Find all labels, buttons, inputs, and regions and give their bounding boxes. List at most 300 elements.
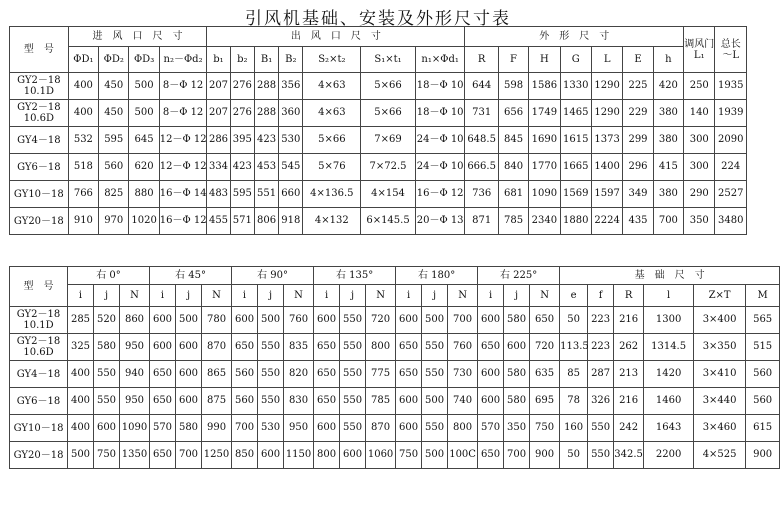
table-cell: 950 [120,334,150,361]
table-cell: 5×66 [303,127,361,154]
table-cell: 766 [68,181,98,208]
table-cell: 500 [129,73,159,100]
table-cell: 1643 [644,415,694,442]
table-cell: 500 [68,442,94,469]
column-header: N [120,285,150,307]
table-cell: 16－Φ 12 [159,208,207,235]
table-cell: 666.5 [465,154,498,181]
table-cell: 262 [614,334,644,361]
table-cell: 750 [530,415,560,442]
table-cell: 550 [340,361,366,388]
table-cell: 326 [588,388,614,415]
table-cell: 550 [422,361,448,388]
table-cell: 276 [230,73,254,100]
table-cell: 50 [560,307,588,334]
table-cell: 550 [258,388,284,415]
table-cell: 1060 [366,442,396,469]
table-cell: 2224 [591,208,622,235]
table-cell: 950 [120,388,150,415]
table-cell: 1090 [529,181,560,208]
table-cell: 483 [207,181,230,208]
column-header: R [465,47,498,73]
table-cell: 400 [68,388,94,415]
table-cell: 24－Φ 10 [415,127,465,154]
table-cell: 550 [422,415,448,442]
table-cell: 4×136.5 [303,181,361,208]
table-cell: 520 [94,307,120,334]
table-cell: 3×440 [694,388,746,415]
table-cell: 700 [504,442,530,469]
table-cell: 7×69 [361,127,416,154]
model-cell: GY2－18 10.1D [10,73,69,100]
column-header: i [478,285,504,307]
table-cell: 400 [68,415,94,442]
table-cell: 645 [129,127,159,154]
table-cell: 918 [279,208,303,235]
table-cell: 595 [230,181,254,208]
table-cell: 1597 [591,181,622,208]
table-cell: 2527 [715,181,747,208]
table-cell: 300 [684,127,715,154]
table-cell: 6×145.5 [361,208,416,235]
table-cell: 3×400 [694,307,746,334]
table-cell: 565 [746,307,780,334]
table-row [10,307,780,334]
column-header: j [94,285,120,307]
table-cell: 276 [230,100,254,127]
table-cell: 600 [314,307,340,334]
rotation-angle-header: 右 90° [232,267,314,285]
table-cell: 835 [284,334,314,361]
column-header: j [340,285,366,307]
table-cell: 18－Φ 10 [415,100,465,127]
table-cell: 600 [150,334,176,361]
column-header: F [498,47,528,73]
column-header: N [530,285,560,307]
table-cell: 600 [478,388,504,415]
column-header: R [614,285,644,307]
total-length-header: 总长 ～L [715,27,747,73]
table-cell: 420 [653,73,683,100]
column-header: N [448,285,478,307]
table-cell: 286 [207,127,230,154]
column-header: B₁ [254,47,278,73]
column-header: i [314,285,340,307]
model-cell: GY2－18 10.1D [10,307,68,334]
table-cell: 20－Φ 13 [415,208,465,235]
column-header: l [644,285,694,307]
table-cell: 800 [314,442,340,469]
table-cell: 871 [465,208,498,235]
table-cell: 50 [560,442,588,469]
table-cell: 2090 [715,127,747,154]
table-cell: 800 [366,334,396,361]
table-cell: 650 [314,388,340,415]
table-cell: 780 [202,307,232,334]
table-cell: 500 [129,100,159,127]
rotation-angle-header: 右 45° [150,267,232,285]
table-cell: 785 [498,208,528,235]
column-header: i [68,285,94,307]
outlet-size-header: 出 风 口 尺 寸 [207,27,465,47]
table-cell: 395 [230,127,254,154]
column-header: ΦD₂ [99,47,129,73]
page-title: 引风机基础、安装及外形尺寸表 [245,9,511,29]
table-cell: 650 [478,334,504,361]
table-cell: 223 [588,334,614,361]
table-cell: 1290 [591,73,622,100]
model-cell: GY4－18 [10,361,68,388]
table-cell: 635 [530,361,560,388]
table-cell: 1150 [284,442,314,469]
table-cell: 600 [94,415,120,442]
table-cell: 600 [478,361,504,388]
model-header: 型 号 [10,267,68,307]
table-row [10,181,747,208]
table-cell: 600 [478,307,504,334]
table-row [10,388,780,415]
table-cell: 500 [422,307,448,334]
model-cell: GY4－18 [10,127,69,154]
table-cell: 380 [653,181,683,208]
model-cell: GY6－18 [10,154,69,181]
model-cell: GY10－18 [10,415,68,442]
table-cell: 551 [254,181,278,208]
table-cell: 820 [284,361,314,388]
table-cell: 296 [623,154,653,181]
table-cell: 380 [653,100,683,127]
rotation-foundation-dimension-table [9,266,780,469]
table-cell: 250 [684,73,715,100]
table-cell: 700 [653,208,683,235]
table-cell: 1586 [529,73,560,100]
table-cell: 656 [498,100,528,127]
table-cell: 900 [530,442,560,469]
subheader-row [10,47,747,73]
table-cell: 360 [279,100,303,127]
table-cell: 580 [504,388,530,415]
table-cell: 550 [340,388,366,415]
table-cell: 750 [94,442,120,469]
table-cell: 450 [99,100,129,127]
table-cell: 5×76 [303,154,361,181]
table-cell: 349 [623,181,653,208]
table-cell: 825 [99,181,129,208]
column-header: B₂ [279,47,303,73]
table-cell: 550 [340,334,366,361]
table-cell: 571 [230,208,254,235]
table-cell: 720 [366,307,396,334]
table-cell: 213 [614,361,644,388]
table-cell: 550 [258,334,284,361]
table-cell: 550 [422,334,448,361]
column-header: G [560,47,591,73]
table-cell: 5×66 [361,73,416,100]
table-cell: 515 [746,334,780,361]
table-cell: 700 [232,415,258,442]
table-cell: 423 [230,154,254,181]
table-cell: 650 [150,442,176,469]
column-header: E [623,47,653,73]
table-cell: 380 [653,127,683,154]
table-cell: 648.5 [465,127,498,154]
table-cell: 287 [588,361,614,388]
table-cell: 650 [478,442,504,469]
table-cell: 100C [448,442,478,469]
column-header: Z×T [694,285,746,307]
table-cell: 1250 [202,442,232,469]
foundation-size-header: 基 础 尺 寸 [560,267,780,285]
table-cell: 550 [94,361,120,388]
column-header: j [504,285,530,307]
table-cell: 644 [465,73,498,100]
table-cell: 580 [176,415,202,442]
table-cell: 875 [202,388,232,415]
table-cell: 760 [284,307,314,334]
table-cell: 600 [396,307,422,334]
model-cell: GY6－18 [10,388,68,415]
table-cell: 650 [150,388,176,415]
table-cell: 1350 [120,442,150,469]
column-header: H [529,47,560,73]
column-header: S₂×t₂ [303,47,361,73]
table-cell: 600 [340,442,366,469]
table-cell: 4×154 [361,181,416,208]
column-header: b₂ [230,47,254,73]
inlet-size-header: 进 风 口 尺 寸 [68,27,207,47]
table-cell: 207 [207,100,230,127]
column-header: ΦD₃ [129,47,159,73]
model-cell: GY2－18 10.6D [10,334,68,361]
column-header: S₁×t₁ [361,47,416,73]
table-cell: 1690 [529,127,560,154]
subheader-row [10,285,780,307]
table-cell: 435 [623,208,653,235]
damper-header: 调风门 L₁ [684,27,715,73]
table-cell: 760 [448,334,478,361]
column-header: n₁×Φd₁ [415,47,465,73]
column-header: j [176,285,202,307]
table-cell: 580 [504,361,530,388]
column-header: i [232,285,258,307]
model-cell: GY20－18 [10,208,69,235]
table-cell: 500 [422,388,448,415]
model-cell: GY2－18 10.6D [10,100,69,127]
table-cell: 1939 [715,100,747,127]
table-cell: 775 [366,361,396,388]
table-cell: 910 [68,208,98,235]
table-row [10,208,747,235]
table-cell: 845 [498,127,528,154]
table-cell: 288 [254,73,278,100]
table-cell: 650 [232,334,258,361]
table-cell: 595 [99,127,129,154]
table-cell: 400 [68,73,98,100]
table-cell: 650 [314,334,340,361]
table-cell: 750 [396,442,422,469]
column-header: N [366,285,396,307]
table-cell: 830 [284,388,314,415]
table-cell: 285 [68,307,94,334]
table-cell: 870 [366,415,396,442]
table-cell: 970 [99,208,129,235]
header-row [10,27,747,47]
table-cell: 8－Φ 12 [159,100,207,127]
table-cell: 620 [129,154,159,181]
table-cell: 600 [396,415,422,442]
table-cell: 865 [202,361,232,388]
table-cell: 229 [623,100,653,127]
table-cell: 950 [284,415,314,442]
table-cell: 731 [465,100,498,127]
column-header: L [591,47,622,73]
table-cell: 113.5 [560,334,588,361]
table-cell: 560 [232,361,258,388]
column-header: b₁ [207,47,230,73]
table-cell: 990 [202,415,232,442]
table-row [10,100,747,127]
table-cell: 550 [588,415,614,442]
column-header: e [560,285,588,307]
column-header: i [150,285,176,307]
column-header: ΦD₁ [68,47,98,73]
table-cell: 600 [396,388,422,415]
table-row [10,127,747,154]
column-header: j [422,285,448,307]
table-cell: 2200 [644,442,694,469]
model-header: 型 号 [10,27,69,73]
table-cell: 1314.5 [644,334,694,361]
rotation-angle-header: 右 225° [478,267,560,285]
table-cell: 570 [478,415,504,442]
table-cell: 870 [202,334,232,361]
header-row [10,267,780,285]
table-row [10,154,747,181]
table-cell: 1420 [644,361,694,388]
table-cell: 1460 [644,388,694,415]
table-cell: 1465 [560,100,591,127]
table-cell: 350 [504,415,530,442]
table-cell: 24－Φ 10 [415,154,465,181]
table-cell: 3×350 [694,334,746,361]
table-cell: 342.5 [614,442,644,469]
table-cell: 600 [258,442,284,469]
table-cell: 356 [279,73,303,100]
column-header: j [258,285,284,307]
table-cell: 650 [314,361,340,388]
table-row [10,415,780,442]
table-cell: 740 [448,388,478,415]
table-cell: 700 [176,442,202,469]
table-cell: 4×525 [694,442,746,469]
table-cell: 580 [94,334,120,361]
table-cell: 600 [504,334,530,361]
table-cell: 560 [746,361,780,388]
column-header: h [653,47,683,73]
column-header: i [396,285,422,307]
table-cell: 785 [366,388,396,415]
table-cell: 530 [258,415,284,442]
table-cell: 650 [396,334,422,361]
table-row [10,334,780,361]
table-cell: 600 [176,334,202,361]
table-cell: 550 [94,388,120,415]
table-cell: 600 [176,361,202,388]
table-cell: 880 [129,181,159,208]
table-row [10,73,747,100]
table-cell: 455 [207,208,230,235]
table-cell: 216 [614,307,644,334]
table-cell: 78 [560,388,588,415]
table-cell: 615 [746,415,780,442]
table-cell: 660 [279,181,303,208]
table-cell: 290 [684,181,715,208]
rotation-angle-header: 右 0° [68,267,150,285]
table-cell: 1880 [560,208,591,235]
table-cell: 225 [623,73,653,100]
table-cell: 650 [396,361,422,388]
table-cell: 3×460 [694,415,746,442]
table-cell: 1290 [591,100,622,127]
table-cell: 500 [258,307,284,334]
table-cell: 300 [684,154,715,181]
table-cell: 288 [254,100,278,127]
table-cell: 1090 [120,415,150,442]
column-header: N [284,285,314,307]
table-cell: 450 [99,73,129,100]
table-cell: 900 [746,442,780,469]
table-cell: 85 [560,361,588,388]
table-cell: 18－Φ 10 [415,73,465,100]
rotation-angle-header: 右 180° [396,267,478,285]
table-cell: 681 [498,181,528,208]
table-cell: 350 [684,208,715,235]
table-cell: 650 [150,361,176,388]
table-cell: 500 [176,307,202,334]
table-cell: 2340 [529,208,560,235]
model-cell: GY20－18 [10,442,68,469]
table-cell: 160 [560,415,588,442]
table-cell: 1569 [560,181,591,208]
table-cell: 1400 [591,154,622,181]
table-cell: 8－Φ 12 [159,73,207,100]
table-cell: 5×66 [361,100,416,127]
table-cell: 207 [207,73,230,100]
table-cell: 12－Φ 12 [159,154,207,181]
table-cell: 600 [176,388,202,415]
table-cell: 580 [504,307,530,334]
table-cell: 4×63 [303,100,361,127]
table-cell: 400 [68,361,94,388]
table-cell: 800 [448,415,478,442]
table-cell: 453 [254,154,278,181]
table-cell: 560 [232,388,258,415]
table-cell: 600 [232,307,258,334]
column-header: M [746,285,780,307]
table-cell: 736 [465,181,498,208]
table-cell: 1935 [715,73,747,100]
table-cell: 545 [279,154,303,181]
table-cell: 940 [120,361,150,388]
table-cell: 325 [68,334,94,361]
table-cell: 550 [588,442,614,469]
table-cell: 550 [258,361,284,388]
table-cell: 570 [150,415,176,442]
table-cell: 400 [68,100,98,127]
rotation-angle-header: 右 135° [314,267,396,285]
table-cell: 299 [623,127,653,154]
table-cell: 560 [746,388,780,415]
